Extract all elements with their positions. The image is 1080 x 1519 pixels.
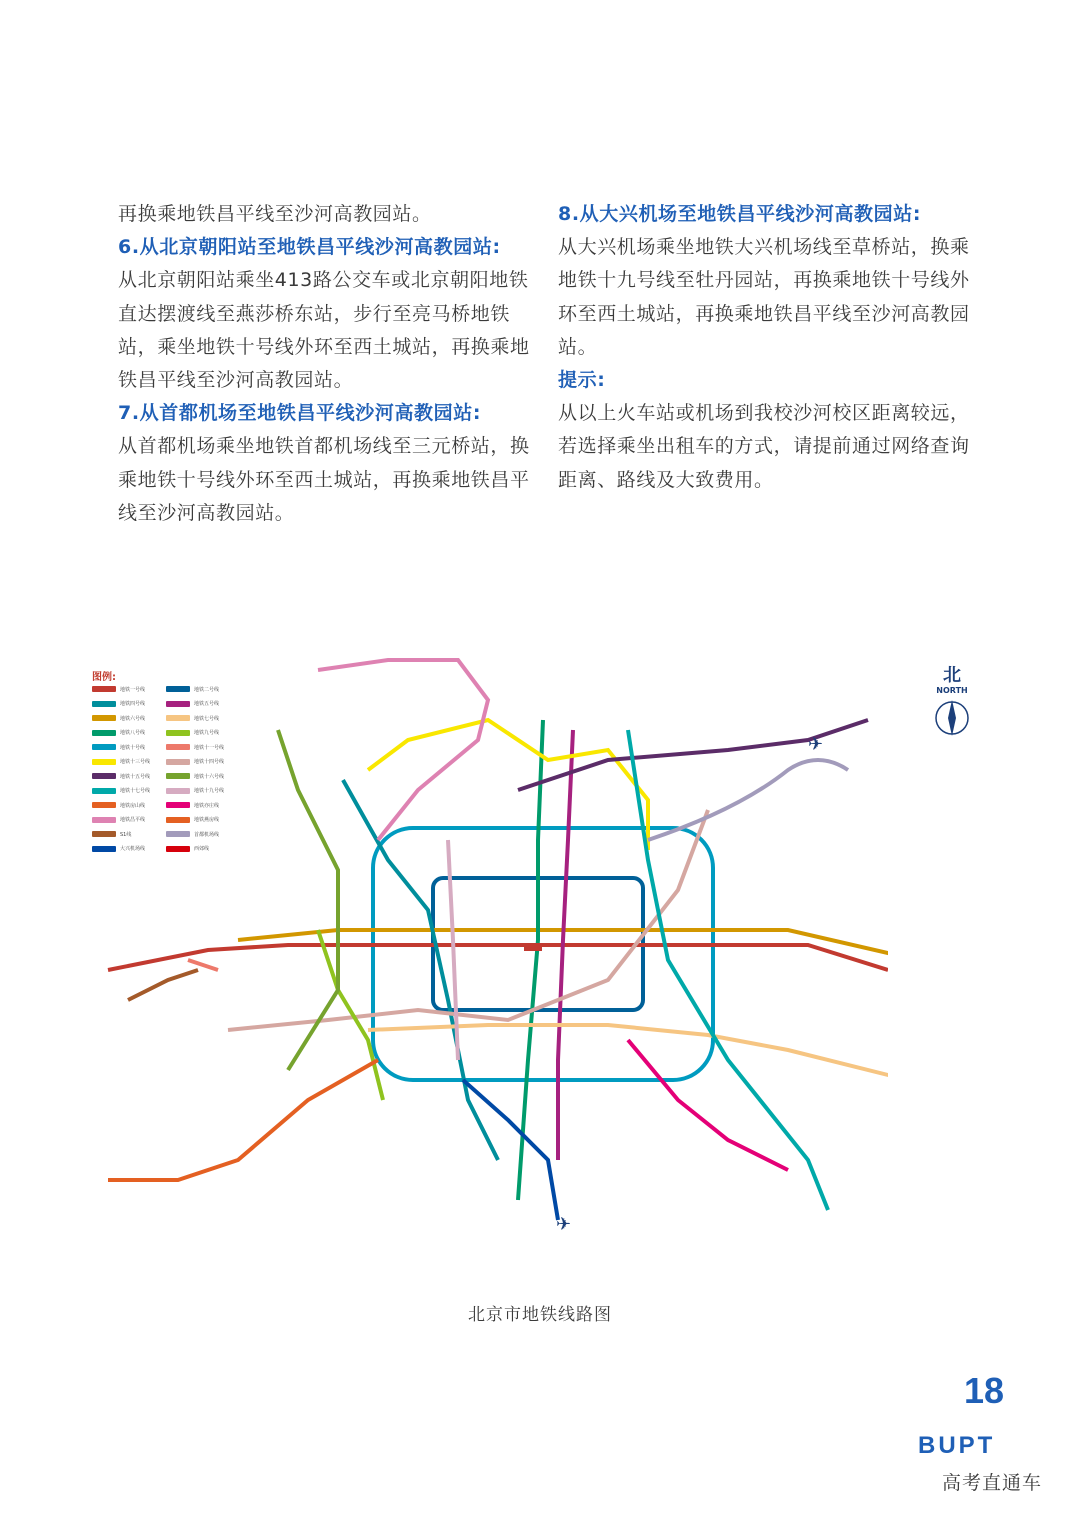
footer-tagline: 高考直通车 [942, 1472, 1043, 1494]
legend-item [166, 686, 240, 693]
page-number: 18 [963, 1370, 1005, 1411]
section-heading: 8.从大兴机场至地铁昌平线沙河高教园站: [558, 203, 922, 225]
legend-swatch [92, 686, 116, 692]
legend-label: 地铁昌平线 [120, 817, 146, 824]
legend-item [92, 758, 166, 765]
legend-item [92, 831, 166, 838]
legend-swatch [92, 715, 116, 721]
legend-item [166, 831, 240, 838]
legend-swatch [166, 759, 190, 765]
legend-swatch [166, 701, 190, 707]
legend-label: 地铁十号线 [120, 744, 146, 751]
legend-swatch [92, 802, 116, 808]
legend-item [92, 802, 166, 809]
legend-item [166, 773, 240, 780]
legend-swatch [166, 788, 190, 794]
legend-item [92, 744, 166, 751]
legend-label: 地铁十五号线 [120, 773, 151, 780]
legend-item [166, 845, 240, 852]
svg-text:✈: ✈ [808, 734, 824, 755]
map-legend [92, 682, 252, 856]
legend-label: 地铁六号线 [120, 715, 146, 722]
legend-label: 西郊线 [194, 846, 210, 853]
legend-label: 地铁十九号线 [194, 788, 225, 795]
legend-swatch [166, 730, 190, 736]
legend-item [92, 773, 166, 780]
legend-item [166, 744, 240, 751]
svg-text:✈: ✈ [556, 1214, 572, 1235]
legend-label: 地铁四号线 [120, 701, 146, 708]
section-heading: 6.从北京朝阳站至地铁昌平线沙河高教园站: [118, 236, 501, 259]
legend-swatch [166, 817, 190, 823]
legend-label: 地铁十三号线 [120, 759, 151, 766]
legend-item [92, 787, 166, 794]
legend-item [166, 715, 240, 722]
legend-swatch [92, 788, 116, 794]
legend-swatch [166, 744, 190, 750]
legend-label: 地铁五号线 [194, 701, 220, 708]
legend-label: 地铁十七号线 [120, 788, 151, 795]
legend-label: 地铁八号线 [120, 730, 146, 737]
legend-swatch [92, 759, 116, 765]
legend-item [92, 816, 166, 823]
legend-label: 地铁二号线 [194, 686, 220, 693]
body-paragraph: 从北京朝阳站乘坐413路公交车或北京朝阳地铁直达摆渡线至燕莎桥东站，步行至亮马桥地铁站，乘坐地铁十号线外环至西土城站，再换乘地铁昌平线至沙河高教园站。 [118, 269, 530, 392]
section-heading: 7.从首都机场至地铁昌平线沙河高教园站: [118, 402, 482, 425]
legend-item [166, 758, 240, 765]
legend-item [92, 715, 166, 722]
legend-title: 图例: [92, 672, 116, 683]
right-text-column [558, 198, 978, 497]
legend-swatch [92, 730, 116, 736]
legend-item [166, 700, 240, 707]
legend-item [166, 802, 240, 809]
legend-swatch [92, 773, 116, 779]
compass-icon [934, 696, 970, 740]
legend-item [92, 686, 166, 693]
map-caption: 北京市地铁线路图 [468, 1305, 612, 1325]
north-label-en: NORTH [936, 686, 968, 695]
legend-swatch [166, 802, 190, 808]
body-paragraph: 从首都机场乘坐地铁首都机场线至三元桥站，换乘地铁十号线外环至西土城站，再换乘地铁昌平线至沙河高教园站。 [118, 435, 530, 524]
legend-label: 首都机场线 [194, 831, 220, 838]
body-paragraph: 再换乘地铁昌平线至沙河高教园站。 [118, 203, 432, 225]
legend-label: 地铁房山线 [120, 802, 146, 809]
legend-swatch [166, 846, 190, 852]
legend-swatch [166, 715, 190, 721]
left-text-column [118, 198, 538, 530]
legend-label: S1线 [120, 831, 132, 838]
section-heading: 提示: [558, 369, 606, 392]
legend-label: 地铁十一号线 [194, 744, 225, 751]
legend-swatch [92, 846, 116, 852]
legend-item [166, 787, 240, 794]
legend-label: 地铁十四号线 [194, 759, 225, 766]
legend-label: 地铁十六号线 [194, 773, 225, 780]
north-label-zh: 北 [943, 665, 961, 686]
legend-label: 地铁燕房线 [194, 817, 220, 824]
north-indicator [930, 666, 974, 744]
legend-swatch [166, 831, 190, 837]
legend-label: 大兴机场线 [120, 846, 146, 853]
legend-item [166, 816, 240, 823]
legend-item [92, 700, 166, 707]
legend-label: 地铁七号线 [194, 715, 220, 722]
body-paragraph: 从大兴机场乘坐地铁大兴机场线至草桥站，换乘地铁十九号线至牡丹园站，再换乘地铁十号线外环至西土城站，再换乘地铁昌平线至沙河高教园站。 [558, 236, 970, 358]
body-paragraph: 从以上火车站或机场到我校沙河校区距离较远，若选择乘坐出租车的方式，请提前通过网络查询距离、路线及大致费用。 [558, 402, 970, 491]
legend-swatch [92, 701, 116, 707]
legend-label: 地铁九号线 [194, 730, 220, 737]
legend-item [92, 729, 166, 736]
legend-item [166, 729, 240, 736]
legend-label: 地铁一号线 [120, 686, 146, 693]
legend-swatch [92, 817, 116, 823]
legend-item [92, 845, 166, 852]
legend-swatch [92, 831, 116, 837]
brand-logo-text: BUPT [918, 1432, 996, 1459]
legend-swatch [166, 773, 190, 779]
legend-label: 地铁亦庄线 [194, 802, 220, 809]
legend-swatch [92, 744, 116, 750]
legend-swatch [166, 686, 190, 692]
